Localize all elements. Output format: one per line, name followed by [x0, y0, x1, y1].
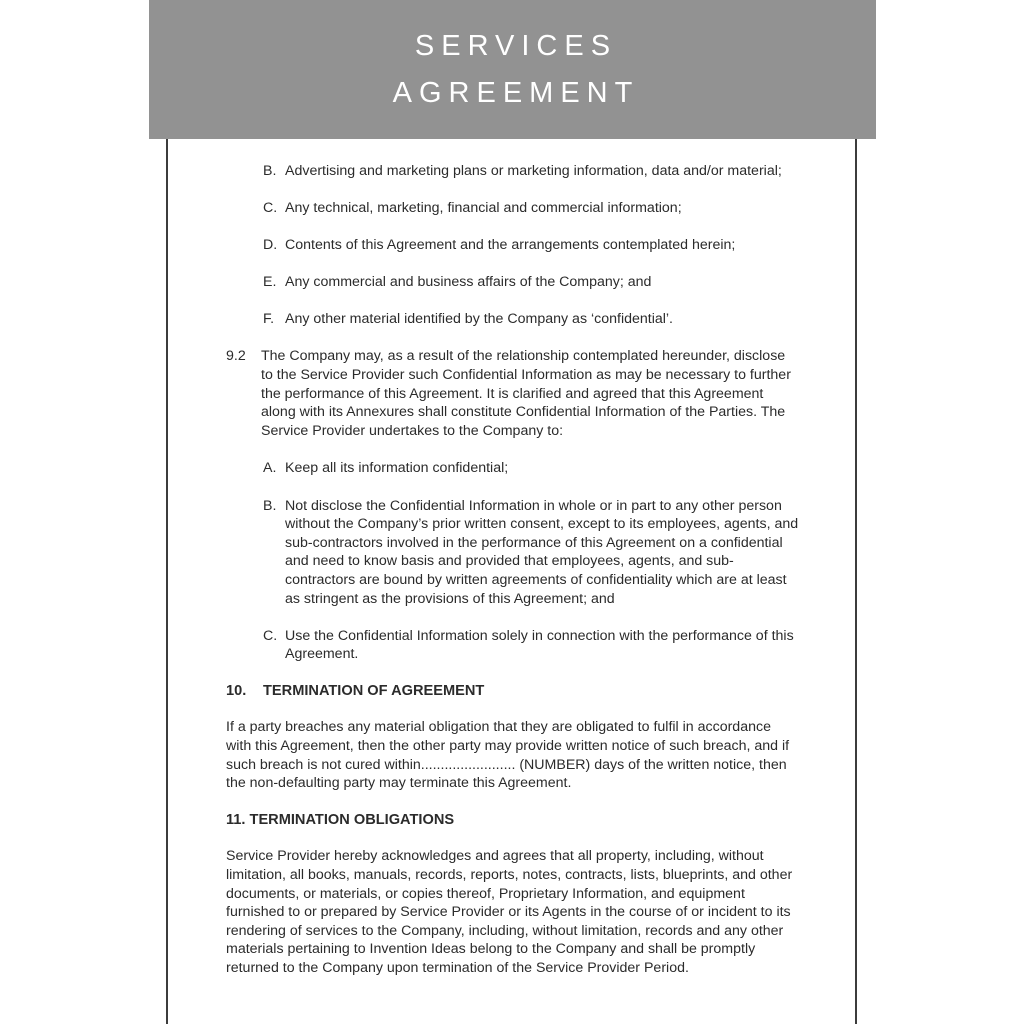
clause-9-2: [226, 347, 800, 440]
list-marker: B.: [263, 163, 277, 179]
list-item-confidential-c: [263, 199, 800, 218]
list-item-confidential-f: [263, 310, 800, 329]
clause-text: The Company may, as a result of the relationship contemplated hereunder, disclose to the Service Provider such Confidential Information as may be necessary to further the performance of this Agreement. It is clarified and agreed that this Agreement along with its Annexures shall constitute Confidential Information of the Parties. The Service Provider undertakes to the Company to:: [261, 348, 791, 439]
list-item-confidential-d: [263, 236, 800, 255]
document-title-line2: AGREEMENT: [392, 76, 640, 109]
list-marker: C.: [263, 627, 278, 644]
list-item-text: Any other material identified by the Company as ‘confidential’.: [285, 311, 674, 328]
section-11-heading: 11. TERMINATION OBLIGATIONS: [226, 812, 455, 829]
section-10-paragraph: If a party breaches any material obligation that they are obligated to fulfil in accordance with this Agreement, then the other party may provide written notice of such breach, and if such breach is not cured within........................ (NUMBER) days of the written notice, then the non-defaulting party may terminate this Agreement.: [226, 719, 790, 792]
list-item-undertaking-c: [263, 627, 800, 664]
page-border-left: [166, 139, 168, 1024]
list-item-text: Any commercial and business affairs of the Company; and: [285, 274, 652, 291]
section-11-paragraph: Service Provider hereby acknowledges and agrees that all property, including, without limitation, all books, manuals, records, reports, notes, contracts, lists, blueprints, and other documents, or materials, or copies thereof, Proprietary Information, and equipment furnished to or prepared by Service Provider or its Agents in the course of or incident to its rendering of services to the Company, including, without limitation, records and any other materials pertaining to Invention Ideas belong to the Company and shall be promptly returned to the Company upon termination of the Service Provider Period.: [226, 848, 793, 976]
list-marker: F.: [263, 311, 275, 328]
list-marker: B.: [263, 497, 277, 514]
list-item-text: Contents of this Agreement and the arrangements contemplated herein;: [285, 237, 736, 254]
list-item-text: Keep all its information confidential;: [285, 460, 509, 477]
page-header-band: [149, 0, 876, 139]
section-10-heading: [226, 682, 800, 701]
list-item-confidential-e: [263, 273, 800, 292]
list-item-confidential-b: [263, 162, 800, 181]
section-title: TERMINATION OF AGREEMENT: [263, 683, 485, 700]
document-body: [226, 162, 800, 996]
list-item-undertaking-a: [263, 459, 800, 478]
document-title-line1: SERVICES: [414, 29, 618, 62]
list-marker: A.: [263, 460, 277, 477]
section-number: 10.: [226, 683, 247, 700]
list-marker: E.: [263, 274, 277, 291]
list-item-text: Any technical, marketing, financial and commercial information;: [285, 200, 682, 217]
clause-number: 9.2: [226, 348, 246, 365]
list-marker: C.: [263, 200, 278, 217]
list-item-undertaking-b: [263, 497, 800, 609]
list-item-text: Advertising and marketing plans or marketing information, data and/or material;: [285, 163, 782, 179]
list-item-text: Use the Confidential Information solely in connection with the performance of this Agreement.: [285, 627, 794, 663]
list-marker: D.: [263, 237, 278, 254]
list-item-text: Not disclose the Confidential Information in whole or in part to any other person without the Company’s prior written consent, except to its employees, agents, and sub-contractors involved in the performance of this Agreement on a confidential and need to know basis and provided that employees, agents, and sub-contractors are bound by written agreements of confidentiality which are at least as stringent as the provisions of this Agreement; and: [285, 497, 799, 607]
page-border-right: [855, 139, 857, 1024]
